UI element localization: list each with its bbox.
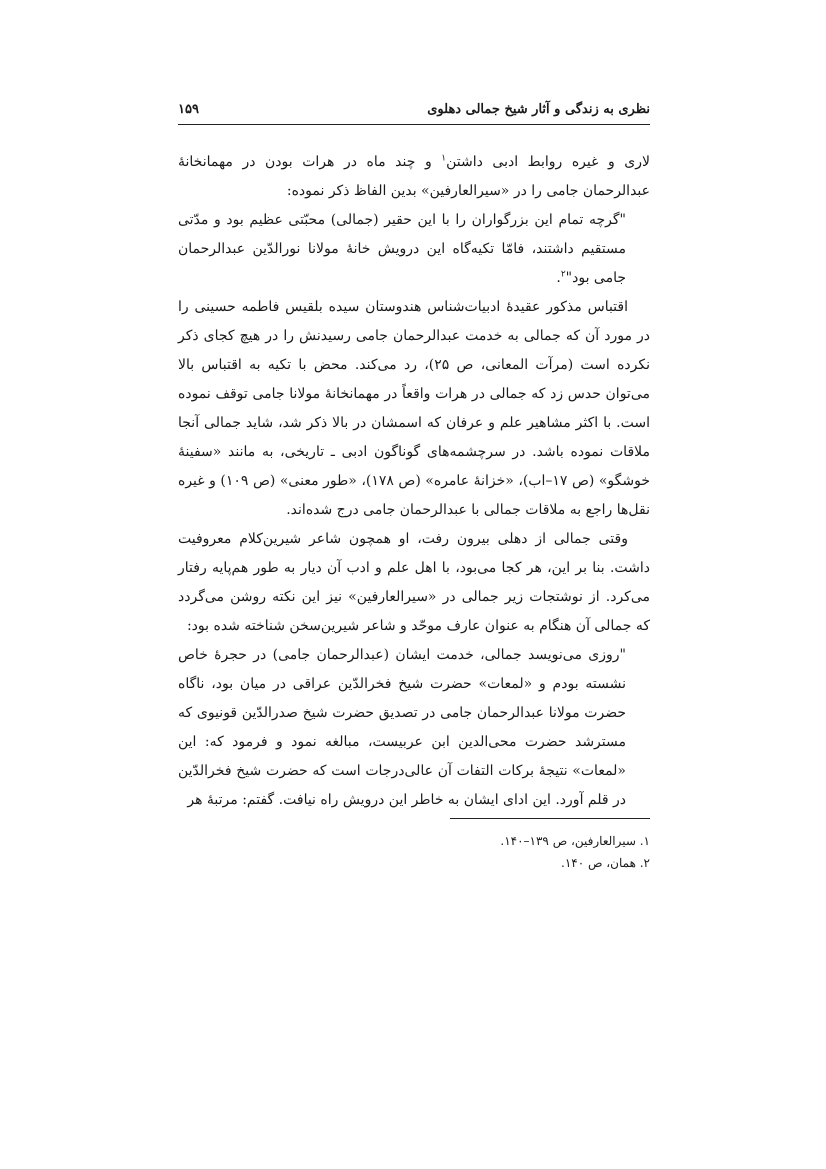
running-head [178,96,650,122]
paragraph-3: وقتی جمالی از دهلی بیرون رفت، او همچون شاعر شیرین‌کلام معروفیت داشت. بنا بر این، هر کجا می‌بود، با اهل علم و ادب آن دیار به طور هم‌پایه رفتار می‌کرد. از نوشتجات زیر جمالی در «سیرالعارفین» نیز این نکته روشن می‌گردد که جمالی آن هنگام به عنوان عارف موحّد و شاعر شیرین‌سخن شناخته شده بود: [178,531,650,634]
paragraph-2: اقتباس مذکور عقیدهٔ ادبیات‌شناس هندوستان سیده بلقیس فاطمه حسینی را در مورد آن که جمالی به خدمت عبدالرحمان جامی رسیدنش را در هیچ کجای ذکر نکرده است (مرآت المعانی، ص ۲۵)، رد می‌کند. محض با تکیه به اقتباس بالا می‌توان حدس زد که جمالی در هرات واقعاً در مهمانخانهٔ مولانا جامی توقف نموده است. با اکثر مشاهیر علم و عرفان که اسمشان در بالا ذکر شد، شاید جمالی آنجا ملاقات نموده باشد. در سرچشمه‌های گوناگون ادبی ـ تاریخی، به مانند «سفینهٔ خوشگو» (ص ۱۷–اب)، «خزانهٔ عامره» (ص ۱۷۸)، «طور معنی» (ص ۱۰۹) و غیره نقل‌ها راجع به ملاقات جمالی با عبدالرحمان جامی درج شده‌اند. [178,299,651,518]
main-text [178,148,650,815]
quotation-2: "روزی می‌نویسد جمالی، خدمت ایشان (عبدالرحمان جامی) در حجرهٔ خاص نشسته بودم و «لمعات» حضرت شیخ فخرالدّین عراقی در میان بود، ناگاه حضرت مولانا عبدالرحمان جامی در تصدیق حضرت شیخ صدرالدّین قونیوی که مسترشد حضرت محی‌الدین ابن عربیست، مبالغه نمود و فرمود که: این «لمعات» نتیجهٔ برکات التفات آن عالی‌درجات است که حضرت شیخ فخرالدّین در قلم آورد. این ادای ایشان به خاطر این درویش راه نیافت. گفتم: مرتبهٔ هر [178,647,626,808]
footnote-1: ۱. سیرالعارفین، ص ۱۳۹–۱۴۰. [500,834,650,848]
quotation-1-end: . [556,270,561,286]
page-number: ۱۵۹ [178,101,199,117]
footnote-2: ۲. همان، ص ۱۴۰. [561,856,650,870]
footnotes [178,830,650,874]
quotation-1-text: "گرچه تمام این بزرگواران را با این حقیر (جمالی) محبّتی عظیم بود و مدّتی مستقیم داشتند، فامّا تکیه‌گاه این درویش خانهٔ مولانا نورالدّین عبدالرحمان جامی بود" [178,212,626,286]
header-title: نظری به زندگی و آثار شیخ جمالی دهلوی [427,101,650,117]
footnote-ref-2: ۲ [560,269,566,280]
paragraph-1-text-a: لاری و غیره روابط ادبی داشتن [446,154,651,170]
header-rule [178,124,650,125]
footnote-ref-1: ۱ [441,153,447,164]
paragraph-1-text-b: و چند ماه در هرات بودن در مهمانخانهٔ عبدالرحمان جامی را در «سیرالعارفین» بدین الفاظ ذکر نموده: [178,154,650,199]
quotation-1 [178,206,626,293]
footnote-rule [450,818,650,819]
paragraph-1 [178,148,650,206]
